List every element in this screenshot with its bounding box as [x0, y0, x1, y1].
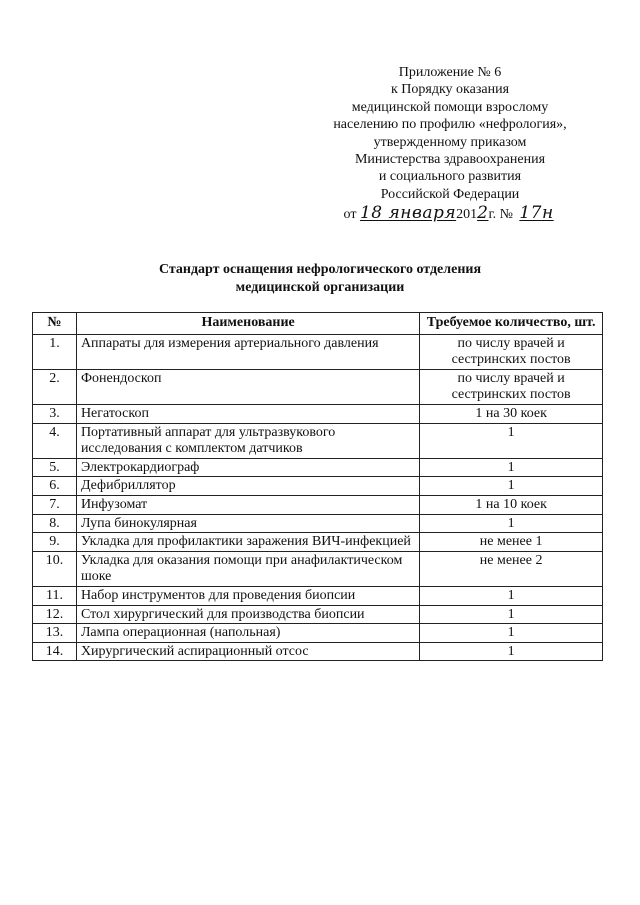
appendix-line: утвержденному приказом	[373, 134, 527, 150]
handwritten-year-digit: 2	[477, 203, 489, 224]
table-row	[33, 551, 603, 586]
header-number: №	[33, 313, 77, 335]
appendix-line: Российской Федерации	[380, 186, 520, 202]
appendix-line: Министерства здравоохранения	[354, 152, 546, 168]
table-row	[33, 514, 603, 533]
equipment-table	[32, 312, 603, 661]
appendix-line: и социального развития	[378, 169, 522, 185]
year-suffix: г. №	[488, 207, 513, 223]
row-quantity: 1	[420, 624, 603, 643]
row-quantity: 1	[420, 642, 603, 661]
table-header-row	[33, 313, 603, 335]
header-quantity: Требуемое количество, шт.	[420, 313, 603, 335]
appendix-line: населению по профилю «нефрология»,	[333, 117, 567, 133]
table-row	[33, 423, 603, 458]
row-name: Инфузомат	[76, 495, 419, 514]
row-number: 11.	[33, 586, 77, 605]
row-number: 2.	[33, 369, 77, 404]
row-quantity: 1	[420, 605, 603, 624]
handwritten-date: 18 января	[359, 203, 457, 224]
row-name: Укладка для оказания помощи при анафилактическом шоке	[76, 551, 419, 586]
table-row	[33, 605, 603, 624]
table-row	[33, 624, 603, 643]
appendix-line: Приложение № 6	[398, 65, 502, 80]
header-name: Наименование	[76, 313, 419, 335]
row-name: Электрокардиограф	[76, 458, 419, 477]
row-number: 12.	[33, 605, 77, 624]
row-quantity: по числу врачей и сестринских постов	[420, 334, 603, 369]
row-number: 10.	[33, 551, 77, 586]
row-quantity: 1	[420, 423, 603, 458]
row-name: Портативный аппарат для ультразвукового исследования с комплектом датчиков	[76, 423, 419, 458]
row-number: 4.	[33, 423, 77, 458]
row-number: 13.	[33, 624, 77, 643]
row-name: Стол хирургический для производства биопсии	[76, 605, 419, 624]
document-title	[60, 261, 580, 296]
row-name: Лампа операционная (напольная)	[76, 624, 419, 643]
row-quantity: не менее 2	[420, 551, 603, 586]
appendix-line: к Порядку оказания	[390, 82, 510, 98]
row-quantity: 1 на 10 коек	[420, 495, 603, 514]
row-number: 14.	[33, 642, 77, 661]
row-quantity: 1	[420, 477, 603, 496]
row-number: 9.	[33, 533, 77, 552]
row-quantity: по числу врачей и сестринских постов	[420, 369, 603, 404]
row-name: Набор инструментов для проведения биопсии	[76, 586, 419, 605]
appendix-block	[300, 64, 600, 224]
row-number: 7.	[33, 495, 77, 514]
row-number: 1.	[33, 334, 77, 369]
table-row	[33, 404, 603, 423]
row-quantity: 1	[420, 458, 603, 477]
table-row	[33, 533, 603, 552]
row-number: 5.	[33, 458, 77, 477]
row-quantity: 1 на 30 коек	[420, 404, 603, 423]
row-name: Хирургический аспирационный отсос	[76, 642, 419, 661]
table-row	[33, 642, 603, 661]
row-quantity: 1	[420, 586, 603, 605]
appendix-line: медицинской помощи взрослому	[351, 99, 549, 115]
row-name: Лупа бинокулярная	[76, 514, 419, 533]
table-row	[33, 334, 603, 369]
title-line-2: медицинской организации	[235, 279, 405, 295]
row-quantity: 1	[420, 514, 603, 533]
order-date-line	[300, 205, 600, 223]
row-name: Негатоскоп	[76, 404, 419, 423]
row-number: 3.	[33, 404, 77, 423]
row-number: 8.	[33, 514, 77, 533]
table-row	[33, 495, 603, 514]
row-name: Укладка для профилактики заражения ВИЧ-инфекцией	[76, 533, 419, 552]
table-row	[33, 369, 603, 404]
table-row	[33, 458, 603, 477]
year-prefix: 201	[456, 207, 478, 223]
handwritten-order-number: 17н	[519, 203, 554, 224]
row-name: Аппараты для измерения артериального давления	[76, 334, 419, 369]
date-prefix: от	[343, 207, 357, 223]
row-name: Фонендоскоп	[76, 369, 419, 404]
title-line-1: Стандарт оснащения нефрологического отделения	[158, 262, 482, 277]
row-number: 6.	[33, 477, 77, 496]
row-quantity: не менее 1	[420, 533, 603, 552]
row-name: Дефибриллятор	[76, 477, 419, 496]
table-row	[33, 586, 603, 605]
table-row	[33, 477, 603, 496]
